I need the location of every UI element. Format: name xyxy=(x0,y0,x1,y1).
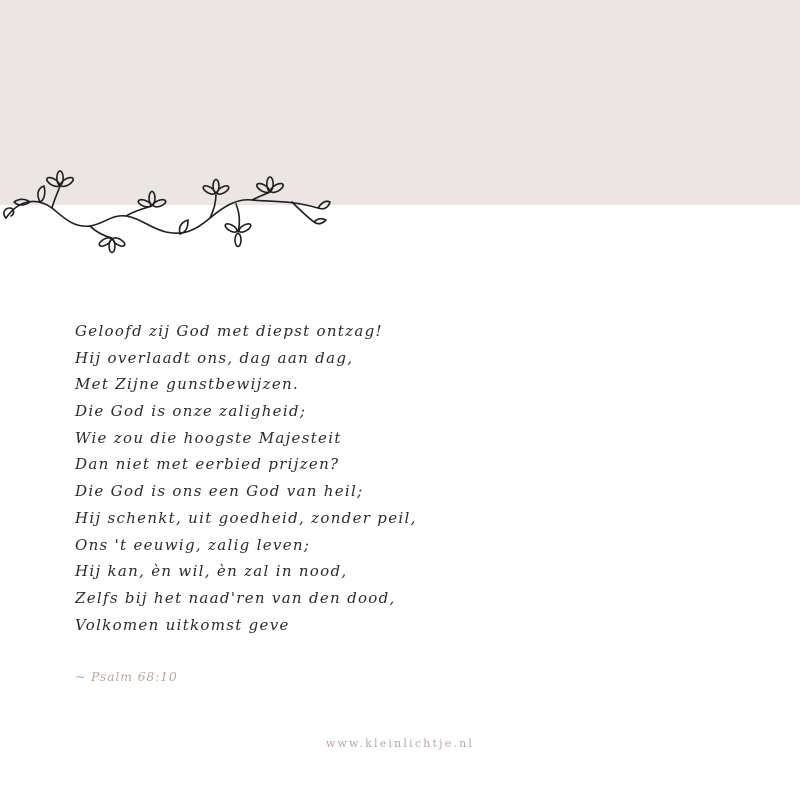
poem-line: Geloofd zij God met diepst ontzag! xyxy=(75,322,383,340)
floral-vine-icon xyxy=(0,170,340,255)
poem-line: Ons 't eeuwig, zalig leven; xyxy=(75,535,311,554)
poem-line: Hij kan, èn wil, èn zal in nood, xyxy=(75,562,348,581)
poem xyxy=(75,318,417,638)
poem-line: Hij overlaadt ons, dag aan dag, xyxy=(75,348,354,367)
poem-line: Zelfs bij het naad'ren van den dood, xyxy=(75,588,396,607)
poem-line: Met Zijne gunstbewijzen. xyxy=(75,375,300,394)
website-url: www.kleinlichtje.nl xyxy=(325,737,475,750)
scripture-reference: ~ Psalm 68:10 xyxy=(75,669,178,684)
poem-line: Dan niet met eerbied prijzen? xyxy=(75,455,340,474)
poem-line: Wie zou die hoogste Majesteit xyxy=(75,428,342,447)
poem-line: Die God is ons een God van heil; xyxy=(75,482,364,501)
poem-line: Die God is onze zaligheid; xyxy=(75,402,307,421)
poem-line: Hij schenkt, uit goedheid, zonder peil, xyxy=(75,508,417,527)
poem-line: Volkomen uitkomst geve xyxy=(75,615,290,634)
